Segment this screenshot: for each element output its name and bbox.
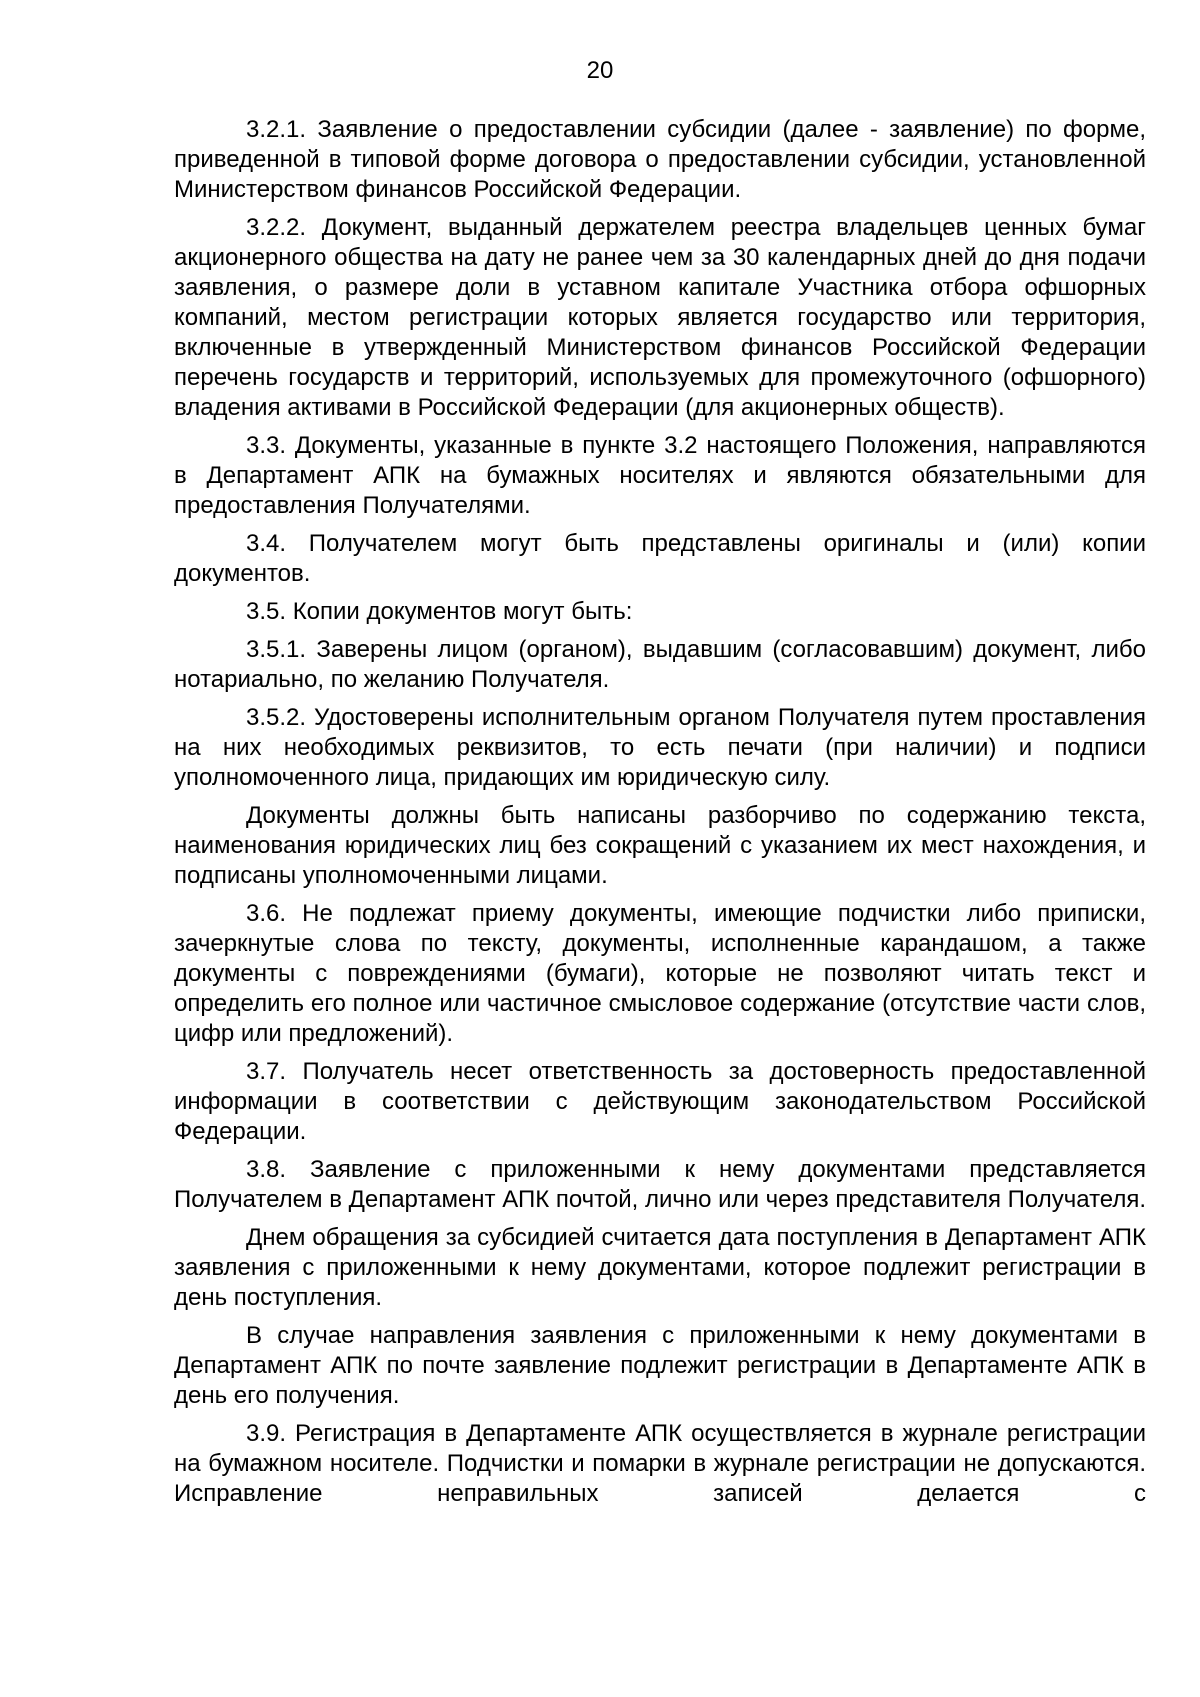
paragraph-3-9: 3.9. Регистрация в Департаменте АПК осуществляется в журнале регистрации на бумажном носителе. Подчистки и помарки в журнале регистрации не допускаются. Исправление неправильных записей делается с: [174, 1420, 1146, 1507]
document-body: [174, 115, 1146, 1517]
page-number: 20: [586, 57, 614, 84]
paragraph-3-3: 3.3. Документы, указанные в пункте 3.2 настоящего Положения, направляются в Департамент АПК на бумажных носителях и являются обязательными для предоставления Получателями.: [174, 432, 1146, 519]
paragraph-3-2-2: 3.2.2. Документ, выданный держателем реестра владельцев ценных бумаг акционерного общества на дату не ранее чем за 30 календарных дней до дня подачи заявления, о размере доли в уставном капитале Участника отбора офшорных компаний, местом регистрации которых является государство или территория, включенные в утвержденный Министерством финансов Российской Федерации перечень государств и территорий, используемых для промежуточного (офшорного) владения активами в Российской Федерации (для акционерных обществ).: [174, 214, 1146, 421]
paragraph-3-8: 3.8. Заявление с приложенными к нему документами представляется Получателем в Департамент АПК почтой, лично или через представителя Получателя.: [174, 1156, 1147, 1213]
paragraph-3-7: 3.7. Получатель несет ответственность за достоверность предоставленной информации в соответствии с действующим законодательством Российской Федерации.: [174, 1058, 1146, 1145]
paragraph-mail-registration: В случае направления заявления с приложенными к нему документами в Департамент АПК по почте заявление подлежит регистрации в Департаменте АПК в день его получения.: [174, 1322, 1146, 1409]
paragraph-3-2-1: 3.2.1. Заявление о предоставлении субсидии (далее - заявление) по форме, приведенной в типовой форме договора о предоставлении субсидии, установленной Министерством финансов Российской Федерации.: [174, 116, 1146, 203]
paragraph-application-date: Днем обращения за субсидией считается дата поступления в Департамент АПК заявления с приложенными к нему документами, которое подлежит регистрации в день поступления.: [174, 1224, 1146, 1311]
paragraph-3-5-1: 3.5.1. Заверены лицом (органом), выдавшим (согласовавшим) документ, либо нотариально, по желанию Получателя.: [174, 636, 1146, 693]
paragraph-3-4: 3.4. Получателем могут быть представлены оригиналы и (или) копии документов.: [174, 530, 1146, 587]
paragraph-documents-requirements: Документы должны быть написаны разборчиво по содержанию текста, наименования юридических лиц без сокращений с указанием их мест нахождения, и подписаны уполномоченными лицами.: [174, 802, 1146, 889]
paragraph-3-5-2: 3.5.2. Удостоверены исполнительным органом Получателя путем проставления на них необходимых реквизитов, то есть печати (при наличии) и подписи уполномоченного лица, придающих им юридическую силу.: [174, 704, 1146, 791]
paragraph-3-5: 3.5. Копии документов могут быть:: [246, 598, 633, 625]
paragraph-3-6: 3.6. Не подлежат приему документы, имеющие подчистки либо приписки, зачеркнутые слова по тексту, документы, исполненные карандашом, а также документы с повреждениями (бумаги), которые не позволяют читать текст и определить его полное или частичное смысловое содержание (отсутствие части слов, цифр или предложений).: [174, 900, 1146, 1047]
